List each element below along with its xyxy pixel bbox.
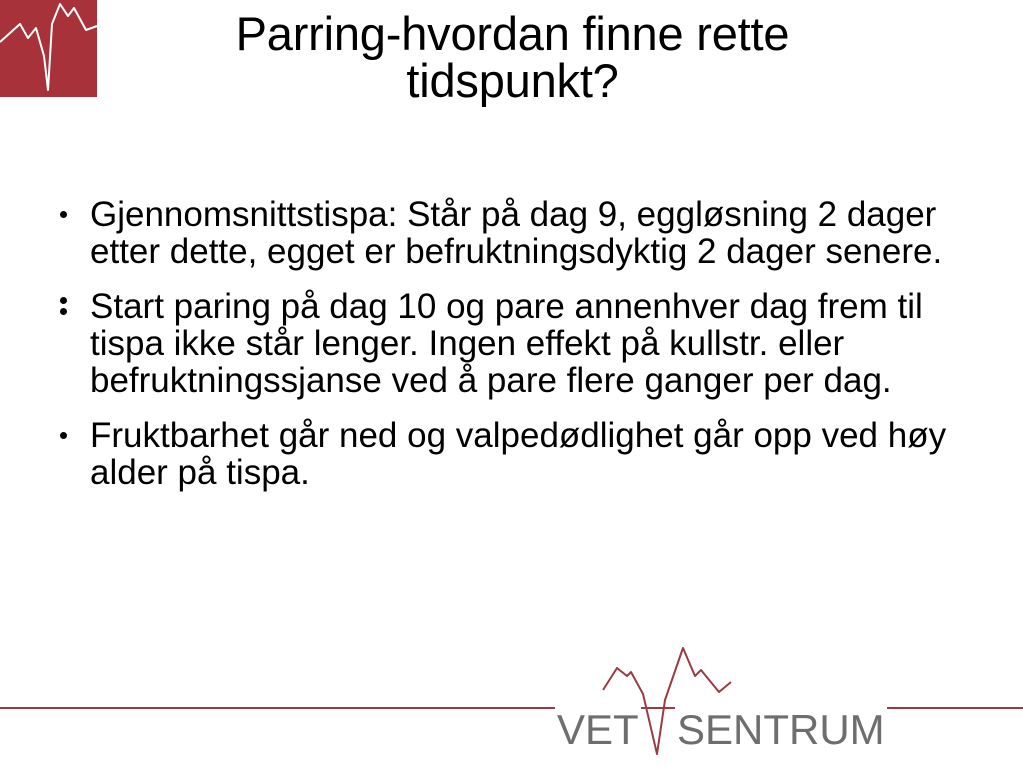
vet-sentrum-logo <box>555 642 895 757</box>
bullet-text: Start paring på dag 10 og pare annenhver dag frem til tispa ikke står lenger. Ingen effekt på kullstr. eller befruktningssjanse ved å pare flere ganger per dag. <box>90 287 923 400</box>
list-item <box>60 196 980 270</box>
list-item <box>60 288 980 399</box>
bullet-text: Fruktbarhet går ned og valpedødlighet går opp ved høy alder på tispa. <box>90 416 947 492</box>
bullet-icon <box>60 432 67 439</box>
dog-heartbeat-logo-icon <box>0 0 97 97</box>
bullet-text: Gjennomsnittstispa: Står på dag 9, eggløsning 2 dager etter dette, egget er befruktningsdyktig 2 dager senere. <box>90 195 943 271</box>
logo-word-vet: VET <box>557 706 639 753</box>
list-item <box>60 417 980 491</box>
bullet-list <box>60 196 980 509</box>
bullet-icon <box>60 211 67 218</box>
bullet-icon <box>60 297 68 317</box>
logo-word-sentrum: SENTRUM <box>677 706 885 753</box>
slide-title: Parring-hvordan finne rette tidspunkt? <box>235 7 790 107</box>
corner-logo <box>0 0 97 97</box>
